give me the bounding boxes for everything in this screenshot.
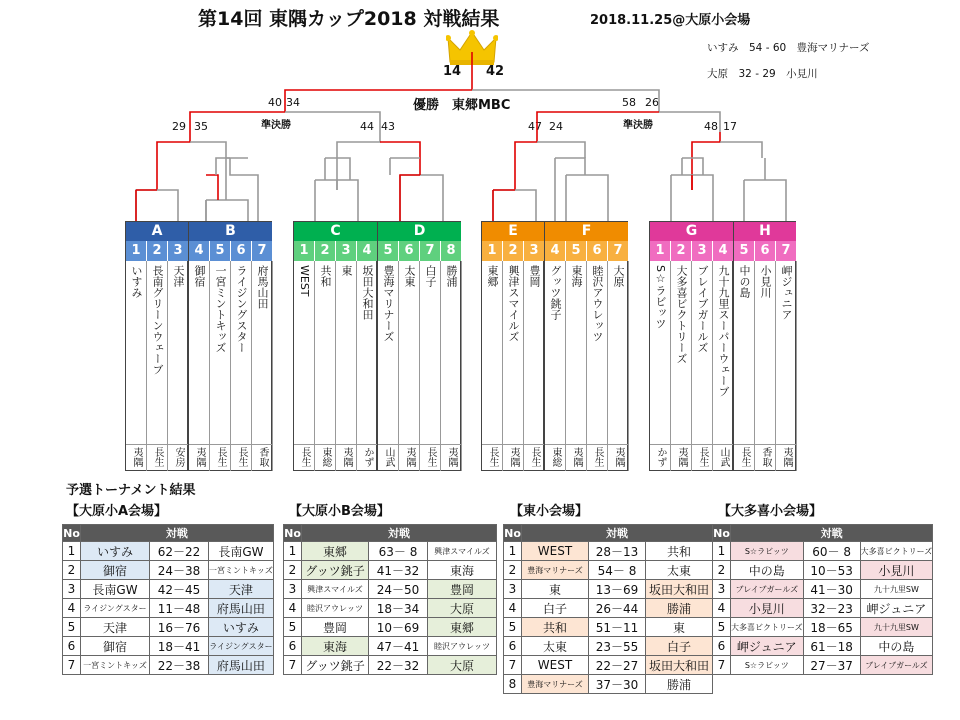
team-number: 4: [357, 241, 378, 261]
team-name: 白子: [420, 261, 441, 444]
team-right: 大多喜ビクトリーズ: [860, 542, 933, 561]
table-row: [284, 599, 497, 618]
team-right: 坂田大和田: [646, 580, 713, 599]
group-c: [293, 221, 377, 471]
table-row: [504, 656, 713, 675]
side-result-1: いすみ 54 - 60 豊海マリナーズ: [707, 42, 870, 54]
col-no-header: No: [713, 526, 730, 540]
match-score: 23－55: [589, 637, 646, 656]
match-no: 7: [284, 656, 302, 675]
group-e: [481, 221, 544, 471]
match-no: 2: [63, 561, 81, 580]
group-letter: A: [126, 222, 189, 241]
col-no-header: No: [504, 526, 521, 540]
group-letter: G: [650, 222, 734, 241]
qf3-score-a: 47: [528, 120, 542, 133]
final-score-left: 14: [443, 64, 462, 79]
team-name: ブレイブガールズ: [692, 261, 713, 444]
team-name: 大多喜ビクトリーズ: [671, 261, 692, 444]
group-letter: B: [189, 222, 273, 241]
match-no: 2: [504, 561, 522, 580]
team-number: 7: [776, 241, 797, 261]
tournament-bracket: [0, 0, 960, 230]
sf-right-score-a: 58: [622, 96, 636, 109]
match-no: 4: [284, 599, 302, 618]
match-score: 54－ 8: [589, 561, 646, 580]
team-left: いすみ: [81, 542, 150, 561]
match-score: 47－41: [369, 637, 428, 656]
team-district: 長生: [294, 444, 315, 471]
match-score: 10－69: [369, 618, 428, 637]
venue-title: 【大原小A会場】: [66, 504, 168, 519]
match-score: 60－ 8: [803, 542, 860, 561]
team-district: 夷隅: [126, 444, 147, 471]
sf-left-score-a: 40: [268, 96, 282, 109]
match-score: 61－18: [803, 637, 860, 656]
team-name: 興津スマイルズ: [503, 261, 524, 444]
team-left: 豊岡: [302, 618, 369, 637]
table-row: [504, 580, 713, 599]
team-district: 東総: [545, 444, 566, 471]
qf1-score-a: 29: [172, 120, 186, 133]
table-row: [713, 542, 933, 561]
col-match-header: 対戦: [522, 525, 713, 542]
match-score: 11－48: [150, 599, 209, 618]
team-name: 東郷: [482, 261, 503, 444]
team-number: 6: [587, 241, 608, 261]
team-number: 2: [147, 241, 168, 261]
team-right: 勝浦: [646, 599, 713, 618]
match-score: 18－34: [369, 599, 428, 618]
match-no: 8: [504, 675, 522, 694]
venue-table: [62, 524, 274, 675]
team-right: 東: [646, 618, 713, 637]
team-left: 御宿: [81, 637, 150, 656]
team-left: 大多喜ビクトリーズ: [731, 618, 804, 637]
team-number: 2: [671, 241, 692, 261]
team-name: 小見川: [755, 261, 776, 444]
qf3-score-b: 24: [549, 120, 563, 133]
team-left: ライジングスター: [81, 599, 150, 618]
team-left: 豊海マリナーズ: [522, 675, 589, 694]
match-no: 6: [63, 637, 81, 656]
team-right: 坂田大和田: [646, 656, 713, 675]
team-left: 岬ジュニア: [731, 637, 804, 656]
table-row: [63, 561, 274, 580]
team-district: 長生: [482, 444, 503, 471]
team-district: 夷隅: [776, 444, 797, 471]
match-score: 62－22: [150, 542, 209, 561]
team-left: 興津スマイルズ: [302, 580, 369, 599]
match-no: 4: [63, 599, 81, 618]
group-g: [649, 221, 733, 471]
table-row: [504, 675, 713, 694]
team-name: 勝浦: [441, 261, 462, 444]
champion-label: 優勝 東郷MBC: [413, 98, 511, 113]
match-no: 1: [63, 542, 81, 561]
table-row: [63, 542, 274, 561]
team-number: 5: [734, 241, 755, 261]
team-district: 夷隅: [189, 444, 210, 471]
semifinal-label-left: 準決勝: [261, 120, 291, 131]
team-right: 睦沢アウレッツ: [428, 637, 497, 656]
team-district: 長生: [420, 444, 441, 471]
team-number: 4: [713, 241, 734, 261]
prelim-title: 予選トーナメント結果: [66, 483, 196, 498]
team-right: 長南GW: [209, 542, 274, 561]
team-left: 東: [522, 580, 589, 599]
match-no: 2: [284, 561, 302, 580]
team-district: 東総: [315, 444, 336, 471]
team-district: 香取: [252, 444, 273, 471]
col-match-header: 対戦: [302, 525, 497, 542]
match-no: 6: [284, 637, 302, 656]
match-no: 1: [713, 542, 731, 561]
team-right: 白子: [646, 637, 713, 656]
match-score: 51－11: [589, 618, 646, 637]
team-left: S☆ラビッツ: [731, 656, 804, 675]
team-district: 長生: [587, 444, 608, 471]
team-district: 夷隅: [671, 444, 692, 471]
team-number: 5: [378, 241, 399, 261]
team-right: 東郷: [428, 618, 497, 637]
table-row: [713, 656, 933, 675]
team-name: 坂田大和田: [357, 261, 378, 444]
team-district: 長生: [147, 444, 168, 471]
team-name: 岬ジュニア: [776, 261, 797, 444]
table-row: [504, 542, 713, 561]
match-score: 41－32: [369, 561, 428, 580]
team-left: WEST: [522, 542, 589, 561]
venue-table: [503, 524, 713, 694]
team-number: 3: [168, 241, 189, 261]
table-row: [63, 618, 274, 637]
match-no: 3: [713, 580, 731, 599]
team-right: 太東: [646, 561, 713, 580]
group-b: [188, 221, 272, 471]
venue-title: 【大原小B会場】: [289, 504, 390, 519]
group-d: [377, 221, 461, 471]
page-title: 第14回 東隅カップ2018 対戦結果: [198, 8, 500, 30]
team-name: S☆ラビッツ: [650, 261, 671, 444]
team-right: 大原: [428, 599, 497, 618]
match-no: 1: [284, 542, 302, 561]
venue-title: 【大多喜小会場】: [718, 504, 823, 519]
team-number: 3: [692, 241, 713, 261]
team-left: 太東: [522, 637, 589, 656]
sf-right-score-b: 26: [645, 96, 659, 109]
team-name: 豊海マリナーズ: [378, 261, 399, 444]
match-no: 7: [504, 656, 522, 675]
group-letter: E: [482, 222, 545, 241]
team-name: 共和: [315, 261, 336, 444]
group-letter: F: [545, 222, 629, 241]
match-score: 10－53: [803, 561, 860, 580]
table-row: [63, 599, 274, 618]
date-venue: 2018.11.25@大原小会場: [590, 13, 751, 28]
col-match-header: 対戦: [731, 525, 933, 542]
match-score: 22－38: [150, 656, 209, 675]
table-row: [713, 618, 933, 637]
table-row: [284, 637, 497, 656]
match-score: 42－45: [150, 580, 209, 599]
col-no-header: No: [63, 526, 80, 540]
team-number: 1: [126, 241, 147, 261]
table-row: [284, 656, 497, 675]
team-name: いすみ: [126, 261, 147, 444]
team-left: 一宮ミントキッズ: [81, 656, 150, 675]
team-left: 長南GW: [81, 580, 150, 599]
team-number: 2: [315, 241, 336, 261]
match-no: 3: [284, 580, 302, 599]
match-no: 2: [713, 561, 731, 580]
team-number: 2: [503, 241, 524, 261]
table-row: [504, 618, 713, 637]
table-row: [63, 637, 274, 656]
team-district: 山武: [378, 444, 399, 471]
team-number: 7: [420, 241, 441, 261]
match-no: 7: [63, 656, 81, 675]
team-name: 九十九里スーパーウェーブ: [713, 261, 734, 444]
team-right: いすみ: [209, 618, 274, 637]
side-result-2: 大原 32 - 29 小見川: [707, 68, 818, 80]
team-name: 東海: [566, 261, 587, 444]
team-left: 豊海マリナーズ: [522, 561, 589, 580]
table-row: [284, 542, 497, 561]
team-district: 香取: [755, 444, 776, 471]
team-district: 長生: [524, 444, 545, 471]
team-number: 6: [755, 241, 776, 261]
team-name: 長南グリーンウェーブ: [147, 261, 168, 444]
team-left: 小見川: [731, 599, 804, 618]
team-number: 3: [524, 241, 545, 261]
semifinal-label-right: 準決勝: [623, 120, 653, 131]
team-right: 大原: [428, 656, 497, 675]
team-district: 長生: [734, 444, 755, 471]
match-no: 6: [504, 637, 522, 656]
team-left: グッツ銚子: [302, 561, 369, 580]
match-no: 1: [504, 542, 522, 561]
table-row: [284, 561, 497, 580]
team-district: かず: [650, 444, 671, 471]
match-no: 4: [713, 599, 731, 618]
team-name: 御宿: [189, 261, 210, 444]
team-number: 6: [231, 241, 252, 261]
team-left: 白子: [522, 599, 589, 618]
table-row: [713, 561, 933, 580]
table-row: [284, 580, 497, 599]
match-no: 7: [713, 656, 731, 675]
team-number: 5: [210, 241, 231, 261]
team-right: ライジングスター: [209, 637, 274, 656]
match-no: 3: [63, 580, 81, 599]
table-row: [504, 599, 713, 618]
team-district: 山武: [713, 444, 734, 471]
qf4-score-a: 48: [704, 120, 718, 133]
team-number: 7: [252, 241, 273, 261]
match-score: 18－65: [803, 618, 860, 637]
team-number: 6: [399, 241, 420, 261]
team-name: ライジングスター: [231, 261, 252, 444]
group-f: [544, 221, 628, 471]
match-score: 18－41: [150, 637, 209, 656]
team-left: 東郷: [302, 542, 369, 561]
col-match-header: 対戦: [81, 525, 274, 542]
table-row: [284, 618, 497, 637]
match-score: 22－27: [589, 656, 646, 675]
match-score: 41－30: [803, 580, 860, 599]
col-no-header: No: [284, 526, 301, 540]
match-score: 24－38: [150, 561, 209, 580]
match-score: 24－50: [369, 580, 428, 599]
team-district: 長生: [210, 444, 231, 471]
qf2-score-b: 43: [381, 120, 395, 133]
team-left: 睦沢アウレッツ: [302, 599, 369, 618]
table-row: [63, 656, 274, 675]
team-right: 九十九里SW: [860, 618, 933, 637]
match-score: 32－23: [803, 599, 860, 618]
table-row: [504, 637, 713, 656]
table-row: [504, 561, 713, 580]
team-name: 太東: [399, 261, 420, 444]
team-district: 長生: [692, 444, 713, 471]
team-name: WEST: [294, 261, 315, 444]
table-row: [63, 580, 274, 599]
team-district: 夷隅: [441, 444, 462, 471]
match-score: 28－13: [589, 542, 646, 561]
match-score: 63－ 8: [369, 542, 428, 561]
qf2-score-a: 44: [360, 120, 374, 133]
team-name: 府馬山田: [252, 261, 273, 444]
team-number: 4: [189, 241, 210, 261]
team-name: 中の島: [734, 261, 755, 444]
team-left: 東海: [302, 637, 369, 656]
team-right: 小見川: [860, 561, 933, 580]
match-score: 22－32: [369, 656, 428, 675]
team-right: 岬ジュニア: [860, 599, 933, 618]
team-number: 3: [336, 241, 357, 261]
match-score: 13－69: [589, 580, 646, 599]
team-number: 1: [650, 241, 671, 261]
qf1-score-b: 35: [194, 120, 208, 133]
team-name: 天津: [168, 261, 189, 444]
table-row: [713, 637, 933, 656]
venue-table: [712, 524, 933, 675]
match-score: 37－30: [589, 675, 646, 694]
group-letter: H: [734, 222, 797, 241]
team-left: WEST: [522, 656, 589, 675]
team-number: 1: [482, 241, 503, 261]
team-right: 中の島: [860, 637, 933, 656]
venue-table: [283, 524, 497, 675]
team-right: 一宮ミントキッズ: [209, 561, 274, 580]
team-left: 中の島: [731, 561, 804, 580]
match-no: 5: [284, 618, 302, 637]
venue-title: 【東小会場】: [510, 504, 589, 519]
final-score-right: 42: [486, 64, 505, 79]
team-district: 夷隅: [608, 444, 629, 471]
team-right: 府馬山田: [209, 599, 274, 618]
match-score: 26－44: [589, 599, 646, 618]
team-district: 夷隅: [566, 444, 587, 471]
qf4-score-b: 17: [723, 120, 737, 133]
group-a: [125, 221, 188, 471]
group-letter: D: [378, 222, 462, 241]
team-right: 勝浦: [646, 675, 713, 694]
team-number: 7: [608, 241, 629, 261]
sf-left-score-b: 34: [286, 96, 300, 109]
team-right: 東海: [428, 561, 497, 580]
team-district: 安房: [168, 444, 189, 471]
team-left: 天津: [81, 618, 150, 637]
team-number: 1: [294, 241, 315, 261]
table-row: [713, 599, 933, 618]
match-no: 5: [504, 618, 522, 637]
team-right: 共和: [646, 542, 713, 561]
match-no: 5: [63, 618, 81, 637]
table-row: [713, 580, 933, 599]
team-number: 8: [441, 241, 462, 261]
team-left: 共和: [522, 618, 589, 637]
team-name: 大原: [608, 261, 629, 444]
team-number: 5: [566, 241, 587, 261]
group-h: [733, 221, 796, 471]
team-district: 夷隅: [399, 444, 420, 471]
match-no: 6: [713, 637, 731, 656]
match-no: 5: [713, 618, 731, 637]
team-left: 御宿: [81, 561, 150, 580]
team-district: 夷隅: [336, 444, 357, 471]
team-name: 睦沢アウレッツ: [587, 261, 608, 444]
team-right: 九十九里SW: [860, 580, 933, 599]
team-right: ブレイブガールズ: [860, 656, 933, 675]
team-right: 天津: [209, 580, 274, 599]
team-right: 豊岡: [428, 580, 497, 599]
team-left: グッツ銚子: [302, 656, 369, 675]
team-district: 夷隅: [503, 444, 524, 471]
match-score: 16－76: [150, 618, 209, 637]
match-score: 27－37: [803, 656, 860, 675]
team-left: S☆ラビッツ: [731, 542, 804, 561]
team-name: グッツ銚子: [545, 261, 566, 444]
team-right: 府馬山田: [209, 656, 274, 675]
team-district: 長生: [231, 444, 252, 471]
match-no: 4: [504, 599, 522, 618]
team-left: ブレイブガールズ: [731, 580, 804, 599]
team-number: 4: [545, 241, 566, 261]
team-right: 興津スマイルズ: [428, 542, 497, 561]
team-name: 東: [336, 261, 357, 444]
team-name: 一宮ミントキッズ: [210, 261, 231, 444]
match-no: 3: [504, 580, 522, 599]
group-letter: C: [294, 222, 378, 241]
team-name: 豊岡: [524, 261, 545, 444]
team-district: かず: [357, 444, 378, 471]
